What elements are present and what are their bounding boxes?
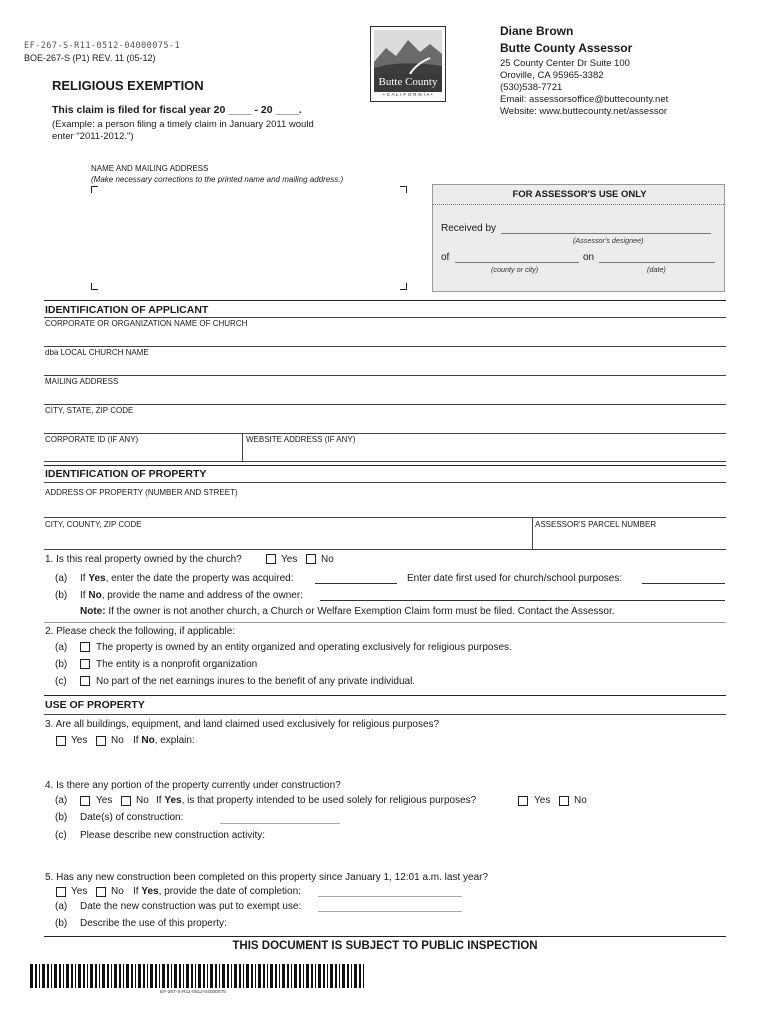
q4c-describe-field[interactable] xyxy=(285,828,725,864)
applicant-heading-rule xyxy=(44,317,726,318)
use-heading-rule xyxy=(44,714,726,715)
assessor-title: Butte County Assessor xyxy=(500,41,633,55)
q5-yes-label: Yes xyxy=(71,886,88,897)
q2a-text: The property is owned by an entity organized and operating exclusively for religious purposes. xyxy=(96,642,512,653)
q4-no-checkbox[interactable] xyxy=(121,796,131,806)
mailing-address-label: MAILING ADDRESS xyxy=(45,377,119,386)
q4c-label: (c) xyxy=(55,830,67,841)
q3-if-bold: No xyxy=(141,735,155,746)
q1a-acquired-date-field[interactable] xyxy=(315,583,397,584)
public-inspection-notice: THIS DOCUMENT IS SUBJECT TO PUBLIC INSPECTION xyxy=(232,940,538,952)
form-revision: BOE-267-S (P1) REV. 11 (05-12) xyxy=(24,53,156,63)
form-title: RELIGIOUS EXEMPTION xyxy=(52,78,204,93)
q1a-text xyxy=(80,573,293,584)
county-seal-icon xyxy=(370,26,446,102)
logo-state: • C A L I F O R N I A • xyxy=(383,92,433,97)
q2c-checkbox[interactable] xyxy=(80,676,90,686)
property-address-field[interactable] xyxy=(44,499,726,517)
q2b-text: The entity is a nonprofit organization xyxy=(96,659,258,670)
received-by-field[interactable] xyxy=(501,233,711,234)
q3-explain-field[interactable] xyxy=(210,733,725,773)
applicant-heading: IDENTIFICATION OF APPLICANT xyxy=(45,304,209,316)
q5b-label: (b) xyxy=(55,918,68,929)
county-or-city-caption: (county or city) xyxy=(491,265,539,274)
q5-if-bold: Yes xyxy=(141,886,159,897)
assessor-use-box xyxy=(432,184,725,292)
dba-rule xyxy=(44,375,726,376)
q5-completion-text xyxy=(133,886,301,897)
corp-id-field[interactable] xyxy=(44,446,240,461)
q4b-dates-field[interactable] xyxy=(220,823,340,824)
q5-text: 5. Has any new construction been completed on this property since January 1, 12:01 a.m. last year? xyxy=(45,872,489,883)
q4-no-label: No xyxy=(136,795,149,806)
property-heading: IDENTIFICATION OF PROPERTY xyxy=(45,468,207,480)
city-rule xyxy=(44,433,726,434)
q2-text: 2. Please check the following, if applicable: xyxy=(45,626,236,637)
q5-yes-checkbox[interactable] xyxy=(56,887,66,897)
q4-text: 4. Is there any portion of the property currently under construction? xyxy=(45,780,341,791)
corner-mark-bl xyxy=(91,283,98,290)
q1-note xyxy=(80,606,615,617)
q3-yes-label: Yes xyxy=(71,735,88,746)
corp-id-rule xyxy=(44,461,726,462)
q4-yes-label: Yes xyxy=(96,795,113,806)
assessor-phone: (530)538-7721 xyxy=(500,82,563,93)
q1-yes-checkbox[interactable] xyxy=(266,554,276,564)
assessor-box-title: FOR ASSESSOR'S USE ONLY xyxy=(512,189,647,200)
q5b-text: Describe the use of this property: xyxy=(80,918,227,929)
assessor-box-divider xyxy=(433,204,724,205)
q4b-label: (b) xyxy=(55,812,68,823)
on-label: on xyxy=(583,252,595,263)
property-top-rule xyxy=(44,465,726,466)
q5-no-label: No xyxy=(111,886,124,897)
q1b-label: (b) xyxy=(55,590,68,601)
fiscal-year-line: This claim is filed for fiscal year 20 ____ - 20 ____. xyxy=(52,104,302,116)
corp-name-label: CORPORATE OR ORGANIZATION NAME OF CHURCH xyxy=(45,319,248,328)
property-city-field[interactable] xyxy=(44,531,530,549)
mailing-rule xyxy=(44,404,726,405)
q3-no-label: No xyxy=(111,735,124,746)
q5a-exempt-use-field[interactable] xyxy=(318,911,462,912)
q2b-label: (b) xyxy=(55,659,68,670)
q1b-prefix: If xyxy=(80,590,89,601)
designee-caption: (Assessor's designee) xyxy=(573,236,644,245)
property-heading-rule xyxy=(44,482,726,483)
q5-no-checkbox[interactable] xyxy=(96,887,106,897)
q1a-prefix: If xyxy=(80,573,89,584)
assessor-name: Diane Brown xyxy=(500,24,574,38)
q1-note-bold: Note: xyxy=(80,606,106,617)
q1a-label: (a) xyxy=(55,573,68,584)
corp-name-field[interactable] xyxy=(44,330,726,346)
q4c-text: Please describe new construction activity: xyxy=(80,830,266,841)
parcel-field[interactable] xyxy=(535,531,725,549)
use-top-rule xyxy=(44,695,726,696)
q2c-label: (c) xyxy=(55,676,67,687)
date-caption: (date) xyxy=(647,265,666,274)
website-field[interactable] xyxy=(246,446,724,461)
form-code-line: EF-267-S-R11-0512-04000075-1 xyxy=(24,41,181,51)
assessor-address-2: Oroville, CA 95965-3382 xyxy=(500,70,604,81)
mailing-address-field[interactable] xyxy=(44,388,726,404)
barcode-icon xyxy=(30,964,368,988)
dba-field[interactable] xyxy=(44,359,726,375)
property-city-label: CITY, COUNTY, ZIP CODE xyxy=(45,520,142,529)
of-label: of xyxy=(441,252,450,263)
q5-if-prefix: If xyxy=(133,886,142,897)
q1b-bold: No xyxy=(88,590,102,601)
q3-yes-checkbox[interactable] xyxy=(56,736,66,746)
corp-id-divider xyxy=(242,433,243,461)
q4-yes-checkbox[interactable] xyxy=(80,796,90,806)
q1-no-label: No xyxy=(321,554,334,565)
property-city-rule xyxy=(44,549,726,550)
q3-no-checkbox[interactable] xyxy=(96,736,106,746)
applicant-top-rule xyxy=(44,300,726,301)
county-or-city-field[interactable] xyxy=(455,262,579,263)
q5b-describe-field[interactable] xyxy=(245,916,725,934)
assessor-website[interactable]: Website: www.buttecounty.net/assessor xyxy=(500,106,668,117)
corp-id-label: CORPORATE ID (IF ANY) xyxy=(45,435,139,444)
corner-mark-tr xyxy=(400,186,407,193)
property-address-rule xyxy=(44,517,726,518)
q1a-first-used-field[interactable] xyxy=(642,583,725,584)
q1b-suffix: , provide the name and address of the owner: xyxy=(101,590,303,601)
q2b-checkbox[interactable] xyxy=(80,659,90,669)
q2a-checkbox[interactable] xyxy=(80,642,90,652)
q3-if-suffix: , explain: xyxy=(154,735,195,746)
q5a-label: (a) xyxy=(55,901,68,912)
barcode-caption: EF-267-S-R11-0512-04000075 xyxy=(160,990,226,995)
q3-explain-text xyxy=(133,735,195,746)
received-by-label: Received by xyxy=(441,223,497,234)
q4a-yes-label: Yes xyxy=(534,795,551,806)
footer-rule xyxy=(44,936,726,937)
q5-completion-date-field[interactable] xyxy=(318,896,462,897)
applicant-city-field[interactable] xyxy=(44,417,726,433)
q4a-text xyxy=(156,795,476,806)
q1-yes-label: Yes xyxy=(281,554,298,565)
q1-bottom-rule xyxy=(44,622,726,623)
q4b-text: Date(s) of construction: xyxy=(80,812,184,823)
q1-no-checkbox[interactable] xyxy=(306,554,316,564)
q3-if-prefix: If xyxy=(133,735,142,746)
parcel-label: ASSESSOR'S PARCEL NUMBER xyxy=(535,520,657,529)
q1a-bold: Yes xyxy=(88,573,106,584)
example-line-1: (Example: a person filing a timely claim in January 2011 would xyxy=(52,119,314,130)
mailing-note: (Make necessary corrections to the printed name and mailing address.) xyxy=(91,175,344,184)
example-line-2: enter "2011-2012.") xyxy=(52,131,134,142)
assessor-email[interactable]: Email: assessorsoffice@buttecounty.net xyxy=(500,94,669,105)
q1b-text xyxy=(80,590,303,601)
property-address-label: ADDRESS OF PROPERTY (NUMBER AND STREET) xyxy=(45,488,238,497)
date-field[interactable] xyxy=(599,262,715,263)
q1b-owner-field[interactable] xyxy=(320,600,725,601)
county-logo xyxy=(370,26,446,102)
corp-name-rule xyxy=(44,346,726,347)
q5a-text: Date the new construction was put to exempt use: xyxy=(80,901,302,912)
use-heading: USE OF PROPERTY xyxy=(45,699,145,711)
corner-mark-tl xyxy=(91,186,98,193)
assessor-address-1: 25 County Center Dr Suite 100 xyxy=(500,58,630,69)
q1-note-text: If the owner is not another church, a Church or Welfare Exemption Claim form must be filed. Contact the Assessor. xyxy=(105,606,615,617)
q4a-yes-checkbox[interactable] xyxy=(518,796,528,806)
q1a-first-used-label: Enter date first used for church/school purposes: xyxy=(407,573,623,584)
q1-text: 1. Is this real property owned by the church? xyxy=(45,554,242,565)
mailing-label: NAME AND MAILING ADDRESS xyxy=(91,164,209,173)
q4a-no-checkbox[interactable] xyxy=(559,796,569,806)
barcode xyxy=(30,964,368,988)
dba-label: dba LOCAL CHURCH NAME xyxy=(45,348,149,357)
logo-county-name: Butte County xyxy=(378,76,438,88)
q2c-text: No part of the net earnings inures to the benefit of any private individual. xyxy=(96,676,416,687)
q4a-no-label: No xyxy=(574,795,587,806)
q1a-suffix: , enter the date the property was acquired: xyxy=(105,573,294,584)
q4a-label: (a) xyxy=(55,795,68,806)
q2a-label: (a) xyxy=(55,642,68,653)
applicant-city-label: CITY, STATE, ZIP CODE xyxy=(45,406,134,415)
q4a-if-bold: Yes xyxy=(164,795,182,806)
parcel-divider xyxy=(532,517,533,549)
q5-if-suffix: , provide the date of completion: xyxy=(158,886,301,897)
q4a-if-suffix: , is that property intended to be used solely for religious purposes? xyxy=(181,795,477,806)
q4a-if-prefix: If xyxy=(156,795,165,806)
website-label: WEBSITE ADDRESS (IF ANY) xyxy=(246,435,356,444)
q3-text: 3. Are all buildings, equipment, and land claimed used exclusively for religious purposes? xyxy=(45,719,440,730)
corner-mark-br xyxy=(400,283,407,290)
